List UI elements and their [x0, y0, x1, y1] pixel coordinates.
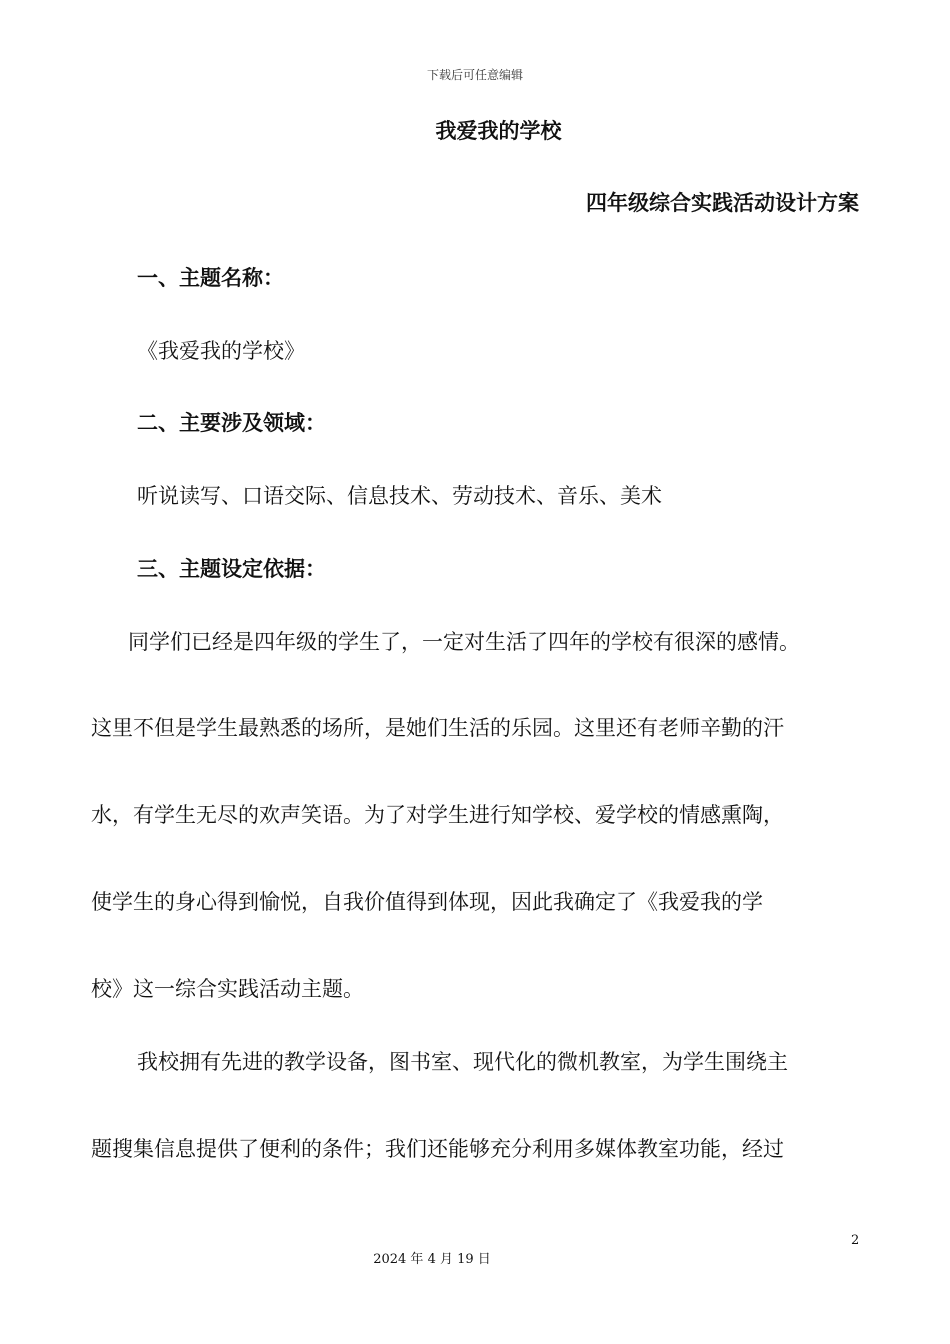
section-content-fields: 听说读写、口语交际、信息技术、劳动技术、音乐、美术: [137, 484, 662, 508]
page-number: 2: [851, 1233, 860, 1248]
paragraph-line: 使学生的身心得到愉悦，自我价值得到体现，因此我确定了《我爱我的学: [91, 890, 763, 914]
document-subtitle: 四年级综合实践活动设计方案: [586, 191, 859, 215]
document-title: 我爱我的学校: [435, 119, 562, 143]
paragraph-line: 校》这一综合实践活动主题。: [91, 977, 364, 1001]
section-heading-fields: 二、主要涉及领域：: [137, 411, 326, 435]
paragraph-line: 这里不但是学生最熟悉的场所，是她们生活的乐园。这里还有老师辛勤的汗: [91, 716, 784, 740]
section-content-topic-name: 《我爱我的学校》: [137, 339, 305, 363]
paragraph-line: 题搜集信息提供了便利的条件；我们还能够充分利用多媒体教室功能，经过: [91, 1137, 784, 1161]
paragraph-line: 同学们已经是四年级的学生了，一定对生活了四年的学校有很深的感情。: [128, 630, 800, 654]
paragraph-line: 我校拥有先进的教学设备，图书室、现代化的微机教室，为学生围绕主: [137, 1050, 788, 1074]
header-note: 下载后可任意编辑: [426, 68, 523, 82]
paragraph-line: 水，有学生无尽的欢声笑语。为了对学生进行知学校、爱学校的情感熏陶，: [91, 803, 784, 827]
section-heading-basis: 三、主题设定依据：: [137, 557, 326, 581]
section-heading-topic-name: 一、主题名称：: [137, 266, 284, 290]
footer-date: 2024 年 4 月 19 日: [373, 1252, 491, 1267]
